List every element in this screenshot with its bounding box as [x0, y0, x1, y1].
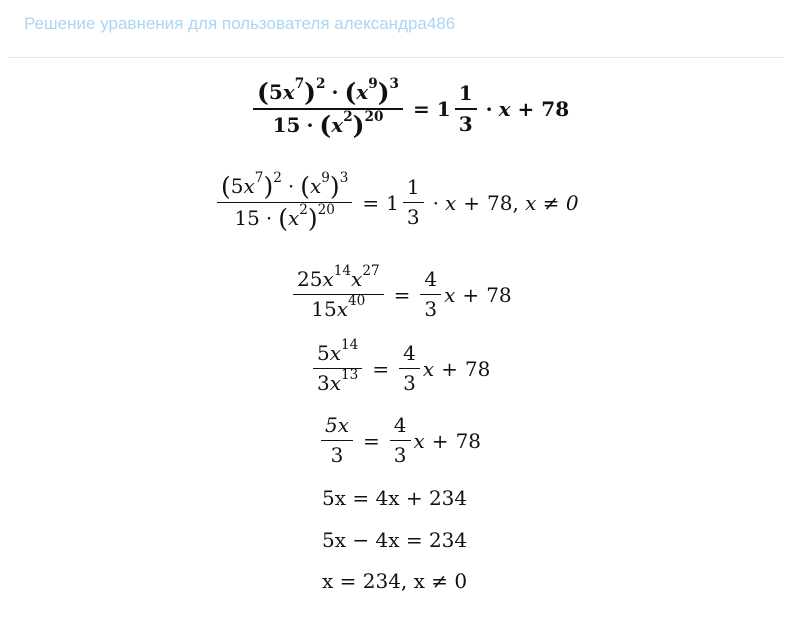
- step2-fraction: [217, 170, 352, 233]
- coef: 3: [317, 371, 330, 395]
- const: 78: [541, 97, 570, 121]
- main-denominator: 15 · ( x 2 ) 20: [272, 109, 384, 140]
- mixed-whole: 1: [386, 190, 399, 215]
- exp: 3: [389, 76, 400, 93]
- main-numerator: ( 5 x 7 ) 2 · ( x 9 ) 3: [253, 80, 403, 110]
- step3-fraction: [293, 263, 384, 321]
- var-x: x: [356, 80, 369, 104]
- step4-numerator: 5 x 14: [313, 342, 362, 369]
- exp: 7: [254, 170, 264, 187]
- exp: 13: [341, 367, 359, 384]
- rhs-num: 4: [420, 268, 441, 295]
- step4-fraction: [313, 337, 362, 395]
- var-x: x: [444, 190, 457, 215]
- page-title: Решение уравнения для пользователя александра486: [24, 14, 456, 33]
- exp: 9: [321, 170, 330, 187]
- rhs-num: 4: [390, 414, 411, 441]
- mixed-whole: 1: [436, 97, 451, 121]
- equation-step7: [322, 528, 467, 552]
- equation-step3: 25 x 14 x 27 15 x 40 = $\frac{4}{3}$ x + 78: [290, 268, 512, 321]
- rhs-den: 3: [424, 297, 438, 321]
- coef: 5: [317, 341, 330, 365]
- mixed-num: 1: [403, 176, 424, 203]
- var-x: x: [331, 113, 344, 137]
- rhs-den: 3: [393, 443, 407, 467]
- exp: 20: [364, 109, 384, 126]
- equation-step8: [322, 569, 467, 593]
- step5-rhs-fraction: [390, 414, 411, 467]
- const: 78: [486, 282, 512, 307]
- step5-denominator: 3: [330, 443, 344, 467]
- rhs-num: 4: [399, 342, 420, 369]
- coef: 5: [230, 174, 244, 198]
- rhs-den: 3: [403, 371, 416, 395]
- coef: 15: [234, 206, 260, 230]
- mixed-num: 1: [455, 82, 477, 110]
- step5-numerator: 5x: [321, 414, 353, 441]
- mixed-den: 3: [458, 112, 473, 136]
- step4-rhs-fraction: [399, 342, 420, 395]
- step7-text: 5x − 4x = 234: [322, 528, 468, 552]
- exp: 2: [316, 76, 326, 93]
- var-x: x: [282, 80, 295, 104]
- var-x: x: [498, 97, 511, 121]
- mixed-fraction: [455, 82, 477, 136]
- const: 78: [486, 190, 513, 215]
- step2-numerator: ( 5 x 7 ) 2 · ( x 9 ) 3: [217, 174, 352, 203]
- step8-text: x = 234, x ≠ 0: [322, 569, 468, 593]
- const: 78: [455, 428, 482, 453]
- exp: 9: [368, 76, 378, 93]
- equation-with-condition: ( 5 x 7 ) 2 · ( x 9 ) 3 15 · ( x 2 ) 20 = 1 $\frac{1}{3}$ · x + 78 , x ≠ 0: [214, 174, 579, 231]
- equation-step4: 5 x 14 3 x 13 = $\frac{4}{3}$ x + 78: [310, 342, 490, 395]
- var-x: x: [243, 174, 255, 198]
- exp: 14: [333, 263, 352, 280]
- var-x: x: [287, 206, 300, 230]
- coef: 25: [297, 267, 323, 291]
- exp: 20: [317, 202, 335, 219]
- exp: 2: [299, 202, 308, 219]
- main-fraction: [253, 76, 403, 140]
- step2-denominator: 15 · ( x 2 ) 20: [234, 202, 335, 233]
- step3-rhs-fraction: [420, 268, 441, 321]
- var-x: x: [309, 174, 322, 198]
- exp: 7: [294, 76, 305, 93]
- domain-condition: x ≠ 0: [525, 190, 579, 215]
- header-divider: [8, 57, 784, 58]
- const: 78: [464, 356, 491, 381]
- coef: 15: [272, 113, 301, 137]
- coef: 5: [268, 80, 283, 104]
- equation-step5: $\frac{5x}{3}$ = $\frac{4}{3}$ x + 78: [318, 414, 481, 467]
- exp: 14: [341, 337, 359, 354]
- exp: 3: [339, 170, 349, 187]
- mixed-den: 3: [406, 205, 420, 229]
- step4-denominator: 3 x 13: [317, 367, 359, 395]
- step5-fraction: [321, 414, 353, 467]
- equation-step6: [322, 486, 467, 510]
- exp: 2: [273, 170, 282, 187]
- step3-denominator: 15 x 40: [311, 293, 366, 321]
- exp: 40: [348, 293, 366, 310]
- coef: 15: [311, 297, 337, 321]
- exp: 27: [362, 263, 380, 280]
- mixed-fraction: [403, 176, 424, 229]
- step6-text: 5x = 4x + 234: [322, 486, 468, 510]
- equation-original: ( 5 x 7 ) 2 · ( x 9 ) 3 15 · ( x 2 ) 20 = 1 $\frac{1}{3}$ · x + 78: [250, 80, 569, 138]
- step3-numerator: 25 x 14 x 27: [293, 268, 384, 295]
- exp: 2: [343, 109, 353, 126]
